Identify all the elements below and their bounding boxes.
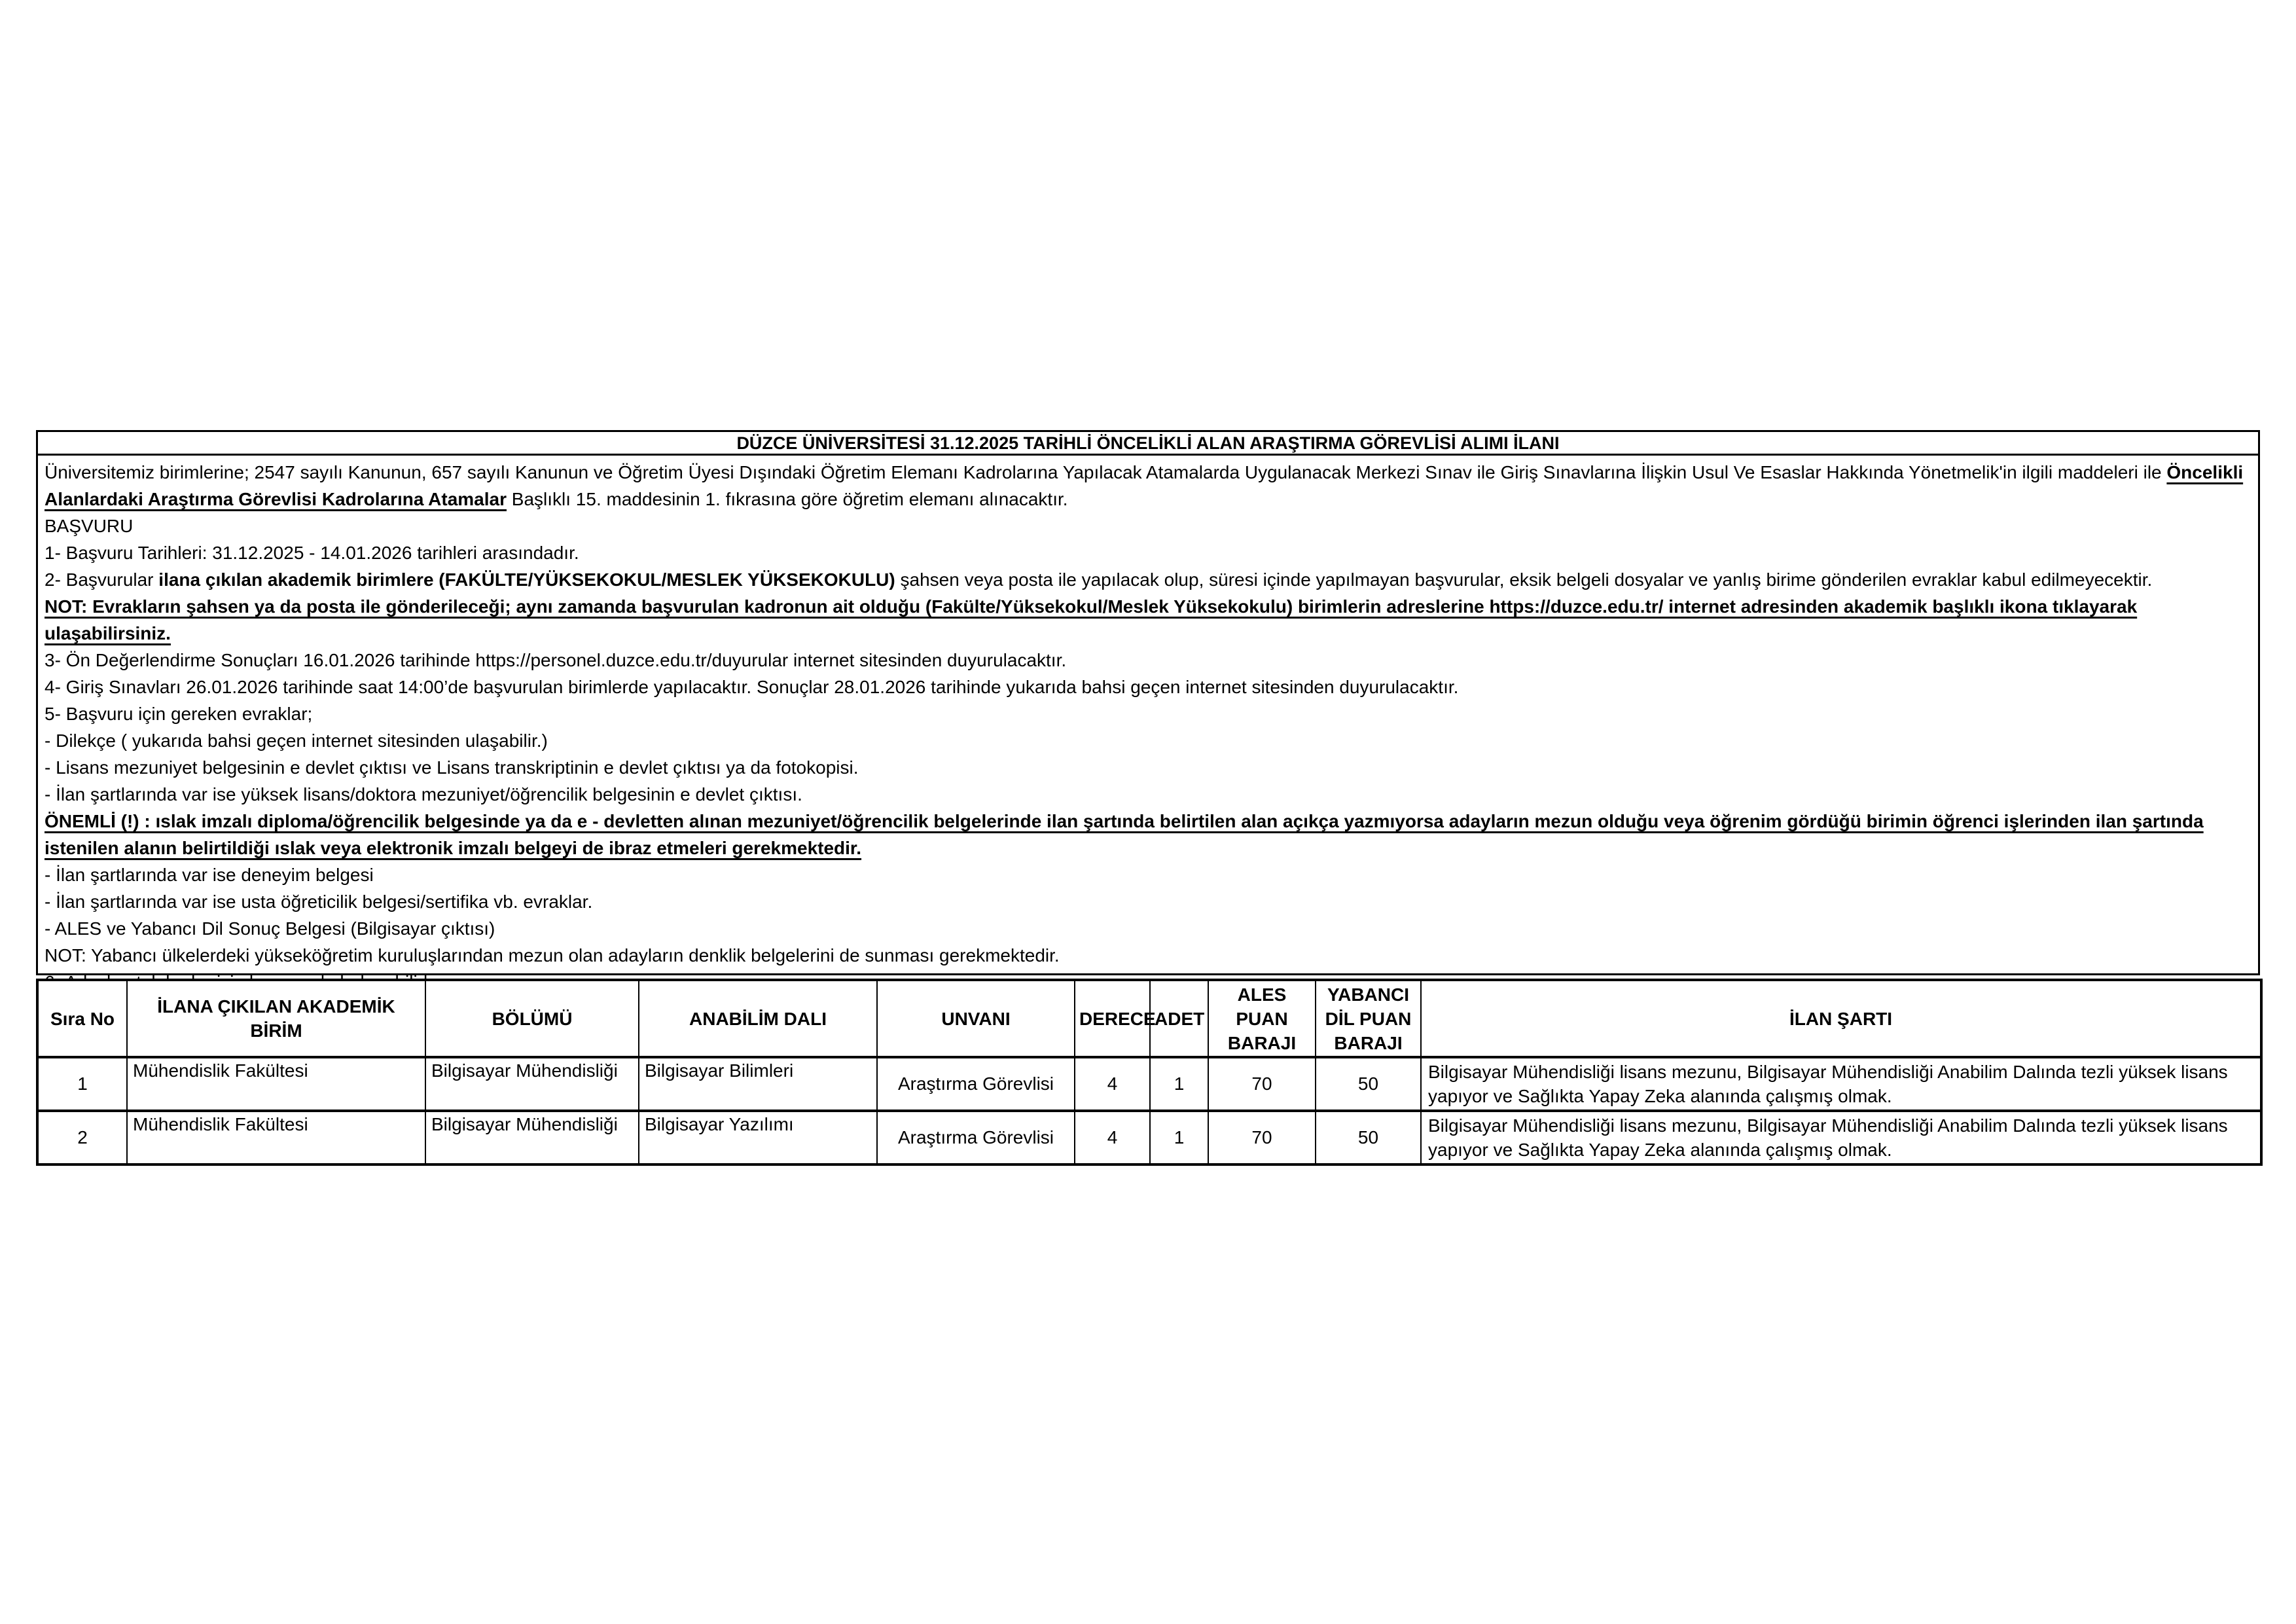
body-line (45, 942, 2251, 969)
body-line (45, 593, 2251, 647)
body-text-segment: - ALES ve Yabancı Dil Sonuç Belgesi (Bilgisayar çıktısı) (45, 918, 495, 939)
header-unvani: UNVANI (877, 980, 1075, 1057)
cell-unvani: Araştırma Görevlisi (877, 1111, 1075, 1164)
body-text-segment: ilana çıkılan akademik birimlere (FAKÜLTE/YÜKSEKOKUL/MESLEK YÜKSEKOKULU) (158, 569, 895, 590)
header-adet: ADET (1150, 980, 1208, 1057)
cell-akademik-birim: Mühendislik Fakültesi (127, 1057, 425, 1111)
header-ilan-sarti: İLAN ŞARTI (1421, 980, 2261, 1057)
body-text-segment: NOT: Yabancı ülkelerdeki yükseköğretim kuruluşlarından mezun olan adayların denklik belgelerini de sunması gerekmektedir. (45, 945, 1060, 965)
cell-ilan-sarti: Bilgisayar Mühendisliği lisans mezunu, Bilgisayar Mühendisliği Anabilim Dalında tezli yüksek lisans yapıyor ve Sağlıkta Yapay Zeka alanında çalışmış olmak. (1421, 1057, 2261, 1111)
cell-adet: 1 (1150, 1057, 1208, 1111)
body-text-segment: NOT: Evrakların şahsen ya da posta ile gönderileceği; aynı zamanda başvurulan kadronun ait olduğu (Fakülte/Yüksekokul/Meslek Yüksekokulu) birimlerin adreslerine https://duzce.edu.tr/ internet adresinden akademik başlıklı ikona tıklayarak ulaşabilirsiniz. (45, 596, 2138, 643)
cell-ales-puan-baraji: 70 (1208, 1057, 1316, 1111)
table-header-row (37, 980, 2261, 1057)
body-text-segment: 1- Başvuru Tarihleri: 31.12.2025 - 14.01.2026 tarihleri arasındadır. (45, 543, 579, 563)
body-text-segment: - İlan şartlarında var ise yüksek lisans/doktora mezuniyet/öğrencilik belgesinin e devlet çıktısı. (45, 784, 802, 804)
body-text-segment: Öncelikli Alanlardaki Araştırma Görevlisi Kadrolarına Atamalar (45, 462, 2244, 509)
header-derece: DERECE (1075, 980, 1150, 1057)
body-line (45, 727, 2251, 754)
header-akademik-birim: İLANA ÇIKILAN AKADEMİK BİRİM (127, 980, 425, 1057)
body-line (45, 700, 2251, 727)
cell-sira-no: 2 (37, 1111, 127, 1164)
header-ales-puan-baraji: ALES PUAN BARAJI (1208, 980, 1316, 1057)
body-line (45, 861, 2251, 888)
body-line (45, 566, 2251, 593)
body-text-segment: 3- Ön Değerlendirme Sonuçları 16.01.2026 tarihinde https://personel.duzce.edu.tr/duyurular internet sitesinden duyurulacaktır. (45, 650, 1067, 670)
table-row (37, 1057, 2261, 1111)
body-line (45, 459, 2251, 513)
cell-akademik-birim: Mühendislik Fakültesi (127, 1111, 425, 1164)
table-row (37, 1111, 2261, 1164)
cell-bolumu: Bilgisayar Mühendisliği (425, 1057, 639, 1111)
body-text-segment: - Dilekçe ( yukarıda bahsi geçen internet sitesinden ulaşabilir.) (45, 731, 548, 751)
body-line (45, 781, 2251, 808)
body-line (45, 647, 2251, 674)
body-text-segment: Üniversitemiz birimlerine; 2547 sayılı Kanunun, 657 sayılı Kanunun ve Öğretim Üyesi Dışındaki Öğretim Elemanı Kadrolarına Yapılacak Atamalarda Uygulanacak Merkezi Sınav ile Giriş Sınavlarına İlişkin Usul Ve Esaslar Hakkında Yönetmelik'in ilgili maddeleri ile (45, 462, 2167, 482)
cell-ales-puan-baraji: 70 (1208, 1111, 1316, 1164)
header-sira-no: Sıra No (37, 980, 127, 1057)
cell-anabilim-dali: Bilgisayar Bilimleri (639, 1057, 877, 1111)
body-line (45, 808, 2251, 861)
body-text-segment: - Lisans mezuniyet belgesinin e devlet çıktısı ve Lisans transkriptinin e devlet çıktısı ya da fotokopisi. (45, 757, 859, 778)
body-text-segment: 2- Başvurular (45, 569, 159, 590)
body-text-segment: ÖNEMLİ (!) : ıslak imzalı diploma/öğrencilik belgesinde ya da e - devletten alınan mezuniyet/öğrencilik belgelerinde ilan şartında belirtilen alan açıkça yazmıyorsa adayların mezun olduğu veya öğrenim gördüğü birimin öğrenci işlerinden ilan şartında istenilen alanın belirtildiği ıslak veya elektronik imzalı belgeyi de ibraz etmeleri gerekmektedir. (45, 811, 2204, 858)
body-text-segment: şahsen veya posta ile yapılacak olup, süresi içinde yapılmayan başvurular, eksik belgeli dosyalar ve yanlış birime gönderilen evraklar kabul edilmeyecektir. (895, 569, 2153, 590)
announcement-body (38, 456, 2258, 996)
body-line (45, 888, 2251, 915)
cell-ilan-sarti: Bilgisayar Mühendisliği lisans mezunu, Bilgisayar Mühendisliği Anabilim Dalında tezli yüksek lisans yapıyor ve Sağlıkta Yapay Zeka alanında çalışmış olmak. (1421, 1111, 2261, 1164)
positions-table (36, 979, 2263, 1166)
body-line (45, 754, 2251, 781)
body-text-segment: BAŞVURU (45, 516, 134, 536)
page-title: DÜZCE ÜNİVERSİTESİ 31.12.2025 TARİHLİ ÖNCELİKLİ ALAN ARAŞTIRMA GÖREVLİSİ ALIMI İLANI (38, 432, 2258, 456)
cell-derece: 4 (1075, 1057, 1150, 1111)
header-yabanci-dil-puan-baraji: YABANCI DİL PUAN BARAJI (1316, 980, 1421, 1057)
header-bolumu: BÖLÜMÜ (425, 980, 639, 1057)
body-text-segment: - İlan şartlarında var ise deneyim belgesi (45, 865, 374, 885)
header-anabilim-dali: ANABİLİM DALI (639, 980, 877, 1057)
cell-derece: 4 (1075, 1111, 1150, 1164)
body-text-segment: - İlan şartlarında var ise usta öğreticilik belgesi/sertifika vb. evraklar. (45, 892, 593, 912)
body-line (45, 674, 2251, 700)
body-line (45, 915, 2251, 942)
cell-yabanci-dil-puan-baraji: 50 (1316, 1057, 1421, 1111)
body-text-segment: Başlıklı 15. maddesinin 1. fıkrasına göre öğretim elemanı alınacaktır. (507, 489, 1068, 509)
cell-sira-no: 1 (37, 1057, 127, 1111)
body-line (45, 539, 2251, 566)
cell-yabanci-dil-puan-baraji: 50 (1316, 1111, 1421, 1164)
body-text-segment: 4- Giriş Sınavları 26.01.2026 tarihinde saat 14:00’de başvurulan birimlerde yapılacaktır. Sonuçlar 28.01.2026 tarihinde yukarıda bahsi geçen internet sitesinden duyurulacaktır. (45, 677, 1459, 697)
cell-unvani: Araştırma Görevlisi (877, 1057, 1075, 1111)
body-text-segment: 5- Başvuru için gereken evraklar; (45, 704, 313, 724)
announcement-box (36, 430, 2260, 975)
body-line (45, 513, 2251, 539)
cell-bolumu: Bilgisayar Mühendisliği (425, 1111, 639, 1164)
cell-anabilim-dali: Bilgisayar Yazılımı (639, 1111, 877, 1164)
cell-adet: 1 (1150, 1111, 1208, 1164)
